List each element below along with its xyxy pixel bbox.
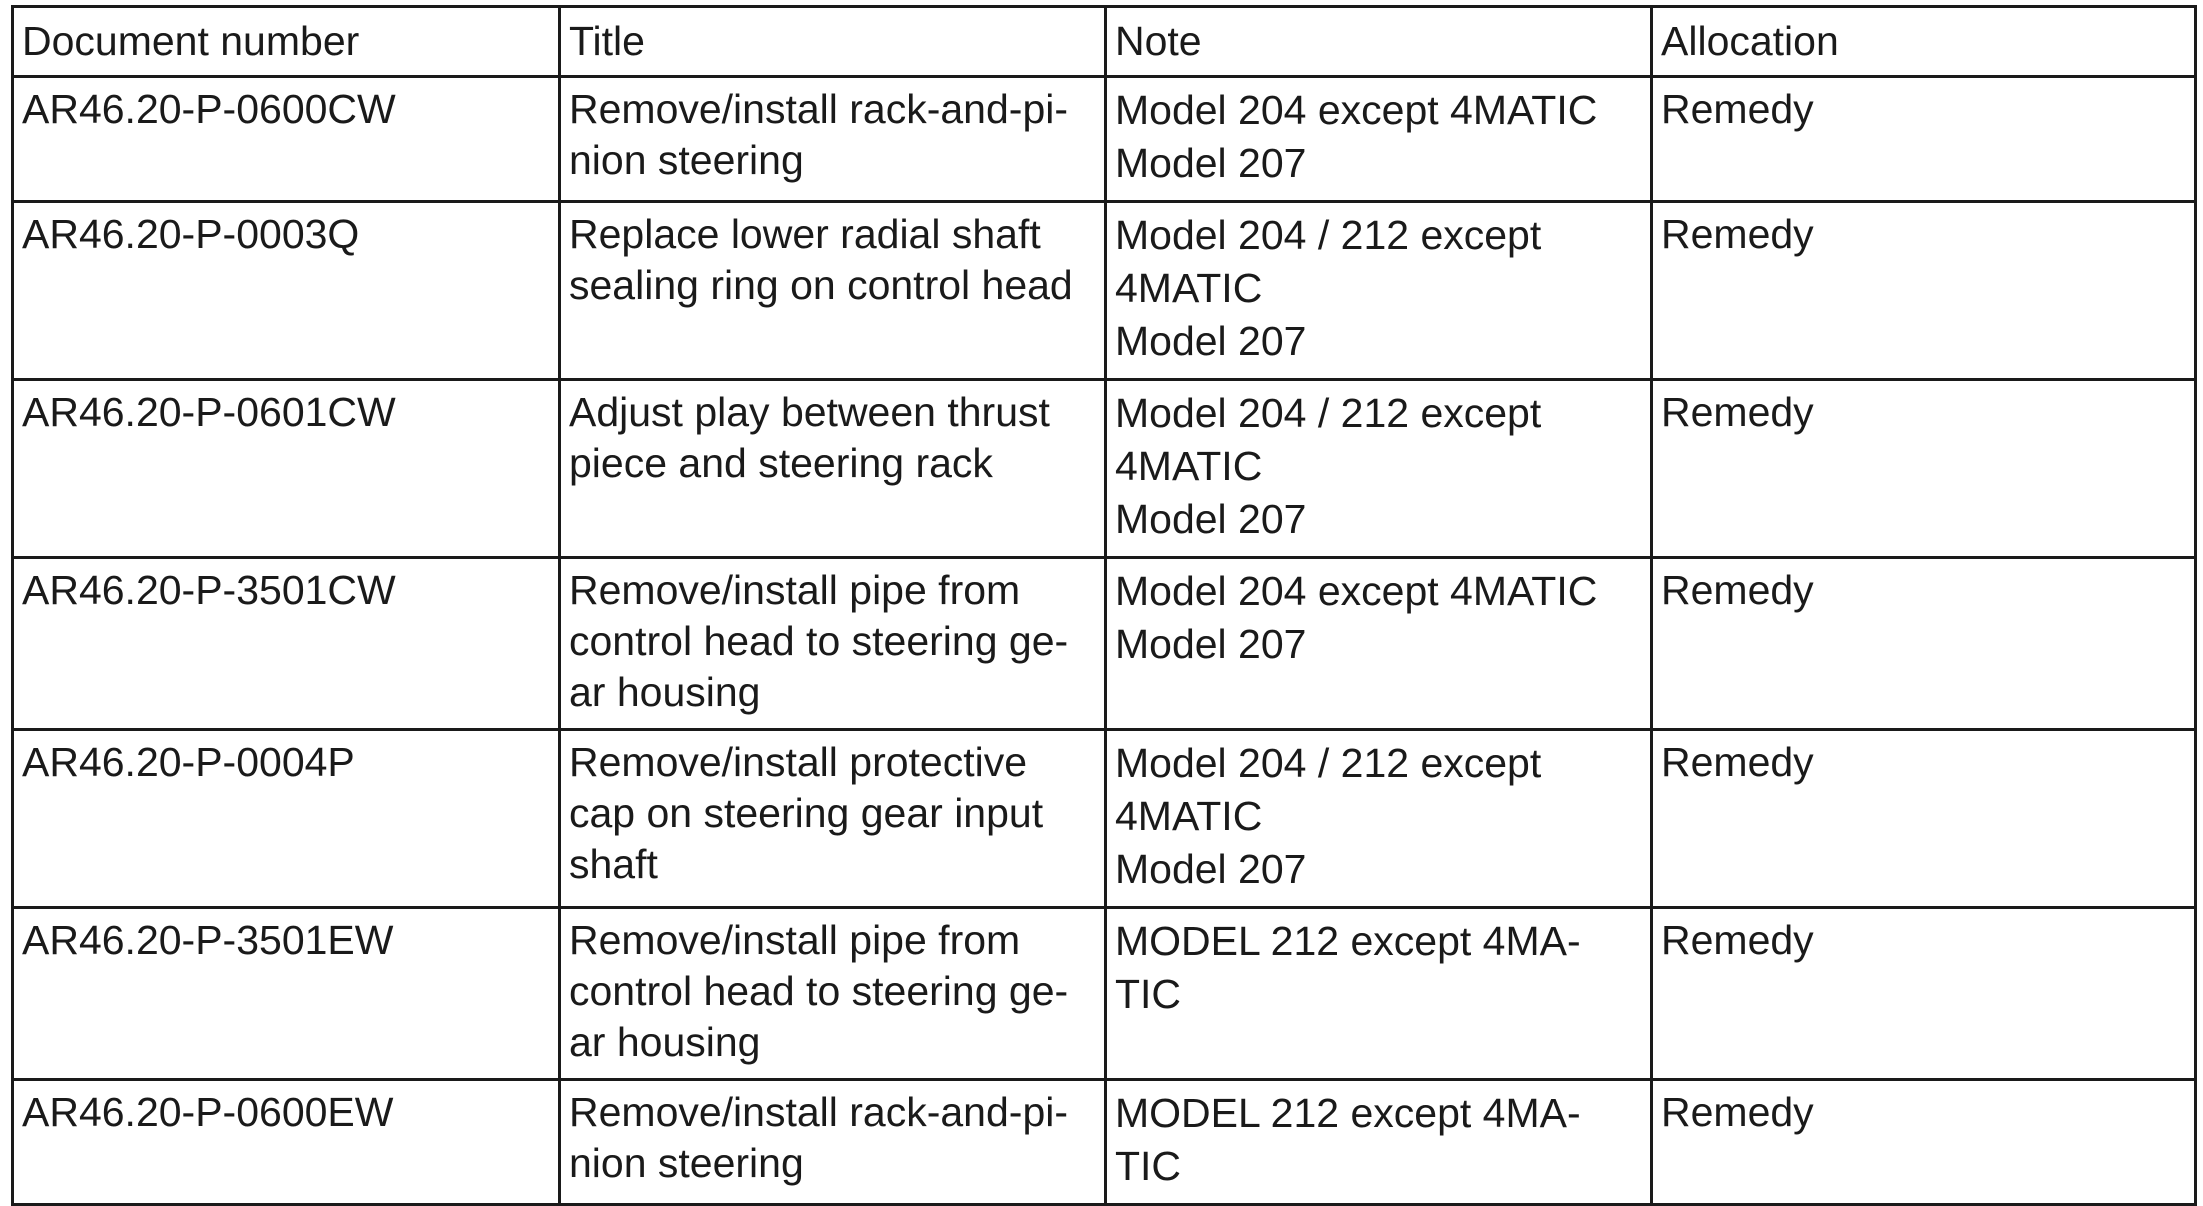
title-cell (560, 730, 1106, 908)
note-line: Model 204 / 212 except (1115, 390, 1542, 436)
note-line: Model 207 (1115, 621, 1307, 667)
note-cell (1106, 77, 1652, 202)
title-line: piece and steering rack (569, 440, 993, 486)
document-number-cell: AR46.20-P-0601CW (13, 380, 560, 558)
note-line: Model 204 / 212 except (1115, 212, 1542, 258)
title-line: nion steering (569, 1140, 804, 1186)
title-line: cap on steering gear input (569, 790, 1044, 836)
document-number-cell: AR46.20-P-3501CW (13, 558, 560, 730)
note-line: Model 207 (1115, 140, 1307, 186)
note-cell (1106, 558, 1652, 730)
note-line: MODEL 212 except 4MA- (1115, 918, 1581, 964)
document-number-cell: AR46.20-P-0004P (13, 730, 560, 908)
title-cell (560, 202, 1106, 380)
title-line: control head to steering ge- (569, 618, 1069, 664)
allocation-cell: Remedy (1652, 202, 2196, 380)
title-cell (560, 908, 1106, 1080)
title-cell (560, 77, 1106, 202)
table-row (13, 202, 2196, 380)
title-line: Remove/install pipe from (569, 917, 1021, 963)
table-header-row (13, 7, 2196, 77)
document-number-cell: AR46.20-P-3501EW (13, 908, 560, 1080)
table-row (13, 1080, 2196, 1205)
note-line: TIC (1115, 971, 1182, 1017)
document-number-cell: AR46.20-P-0600CW (13, 77, 560, 202)
allocation-cell: Remedy (1652, 730, 2196, 908)
title-line: shaft (569, 841, 658, 887)
header-document-number: Document number (13, 7, 560, 77)
note-line: Model 204 except 4MATIC (1115, 87, 1598, 133)
header-allocation: Allocation (1652, 7, 2196, 77)
title-line: Remove/install rack-and-pi- (569, 1089, 1069, 1135)
title-line: ar housing (569, 1019, 761, 1065)
note-line: Model 204 except 4MATIC (1115, 568, 1598, 614)
note-line: TIC (1115, 1143, 1182, 1189)
header-note: Note (1106, 7, 1652, 77)
title-line: Remove/install protective (569, 739, 1028, 785)
document-table (11, 5, 2197, 1206)
title-line: nion steering (569, 137, 804, 183)
header-title: Title (560, 7, 1106, 77)
table-row (13, 558, 2196, 730)
title-line: control head to steering ge- (569, 968, 1069, 1014)
title-line: Replace lower radial shaft (569, 211, 1041, 257)
note-cell (1106, 908, 1652, 1080)
note-line: 4MATIC (1115, 443, 1263, 489)
note-line: Model 207 (1115, 496, 1307, 542)
note-line: MODEL 212 except 4MA- (1115, 1090, 1581, 1136)
title-line: ar housing (569, 669, 761, 715)
note-line: 4MATIC (1115, 265, 1263, 311)
note-line: Model 207 (1115, 846, 1307, 892)
allocation-cell: Remedy (1652, 380, 2196, 558)
table-body (13, 77, 2196, 1205)
allocation-cell: Remedy (1652, 1080, 2196, 1205)
table-row (13, 908, 2196, 1080)
document-number-cell: AR46.20-P-0600EW (13, 1080, 560, 1205)
title-line: Remove/install pipe from (569, 567, 1021, 613)
title-line: Adjust play between thrust (569, 389, 1050, 435)
allocation-cell: Remedy (1652, 77, 2196, 202)
allocation-cell: Remedy (1652, 908, 2196, 1080)
document-number-cell: AR46.20-P-0003Q (13, 202, 560, 380)
title-line: Remove/install rack-and-pi- (569, 86, 1069, 132)
title-cell (560, 380, 1106, 558)
title-cell (560, 558, 1106, 730)
note-cell (1106, 202, 1652, 380)
note-line: Model 204 / 212 except (1115, 740, 1542, 786)
note-cell (1106, 380, 1652, 558)
allocation-cell: Remedy (1652, 558, 2196, 730)
note-cell (1106, 730, 1652, 908)
table-row (13, 730, 2196, 908)
note-line: Model 207 (1115, 318, 1307, 364)
title-cell (560, 1080, 1106, 1205)
title-line: sealing ring on control head (569, 262, 1073, 308)
table-row (13, 77, 2196, 202)
table-row (13, 380, 2196, 558)
note-cell (1106, 1080, 1652, 1205)
note-line: 4MATIC (1115, 793, 1263, 839)
